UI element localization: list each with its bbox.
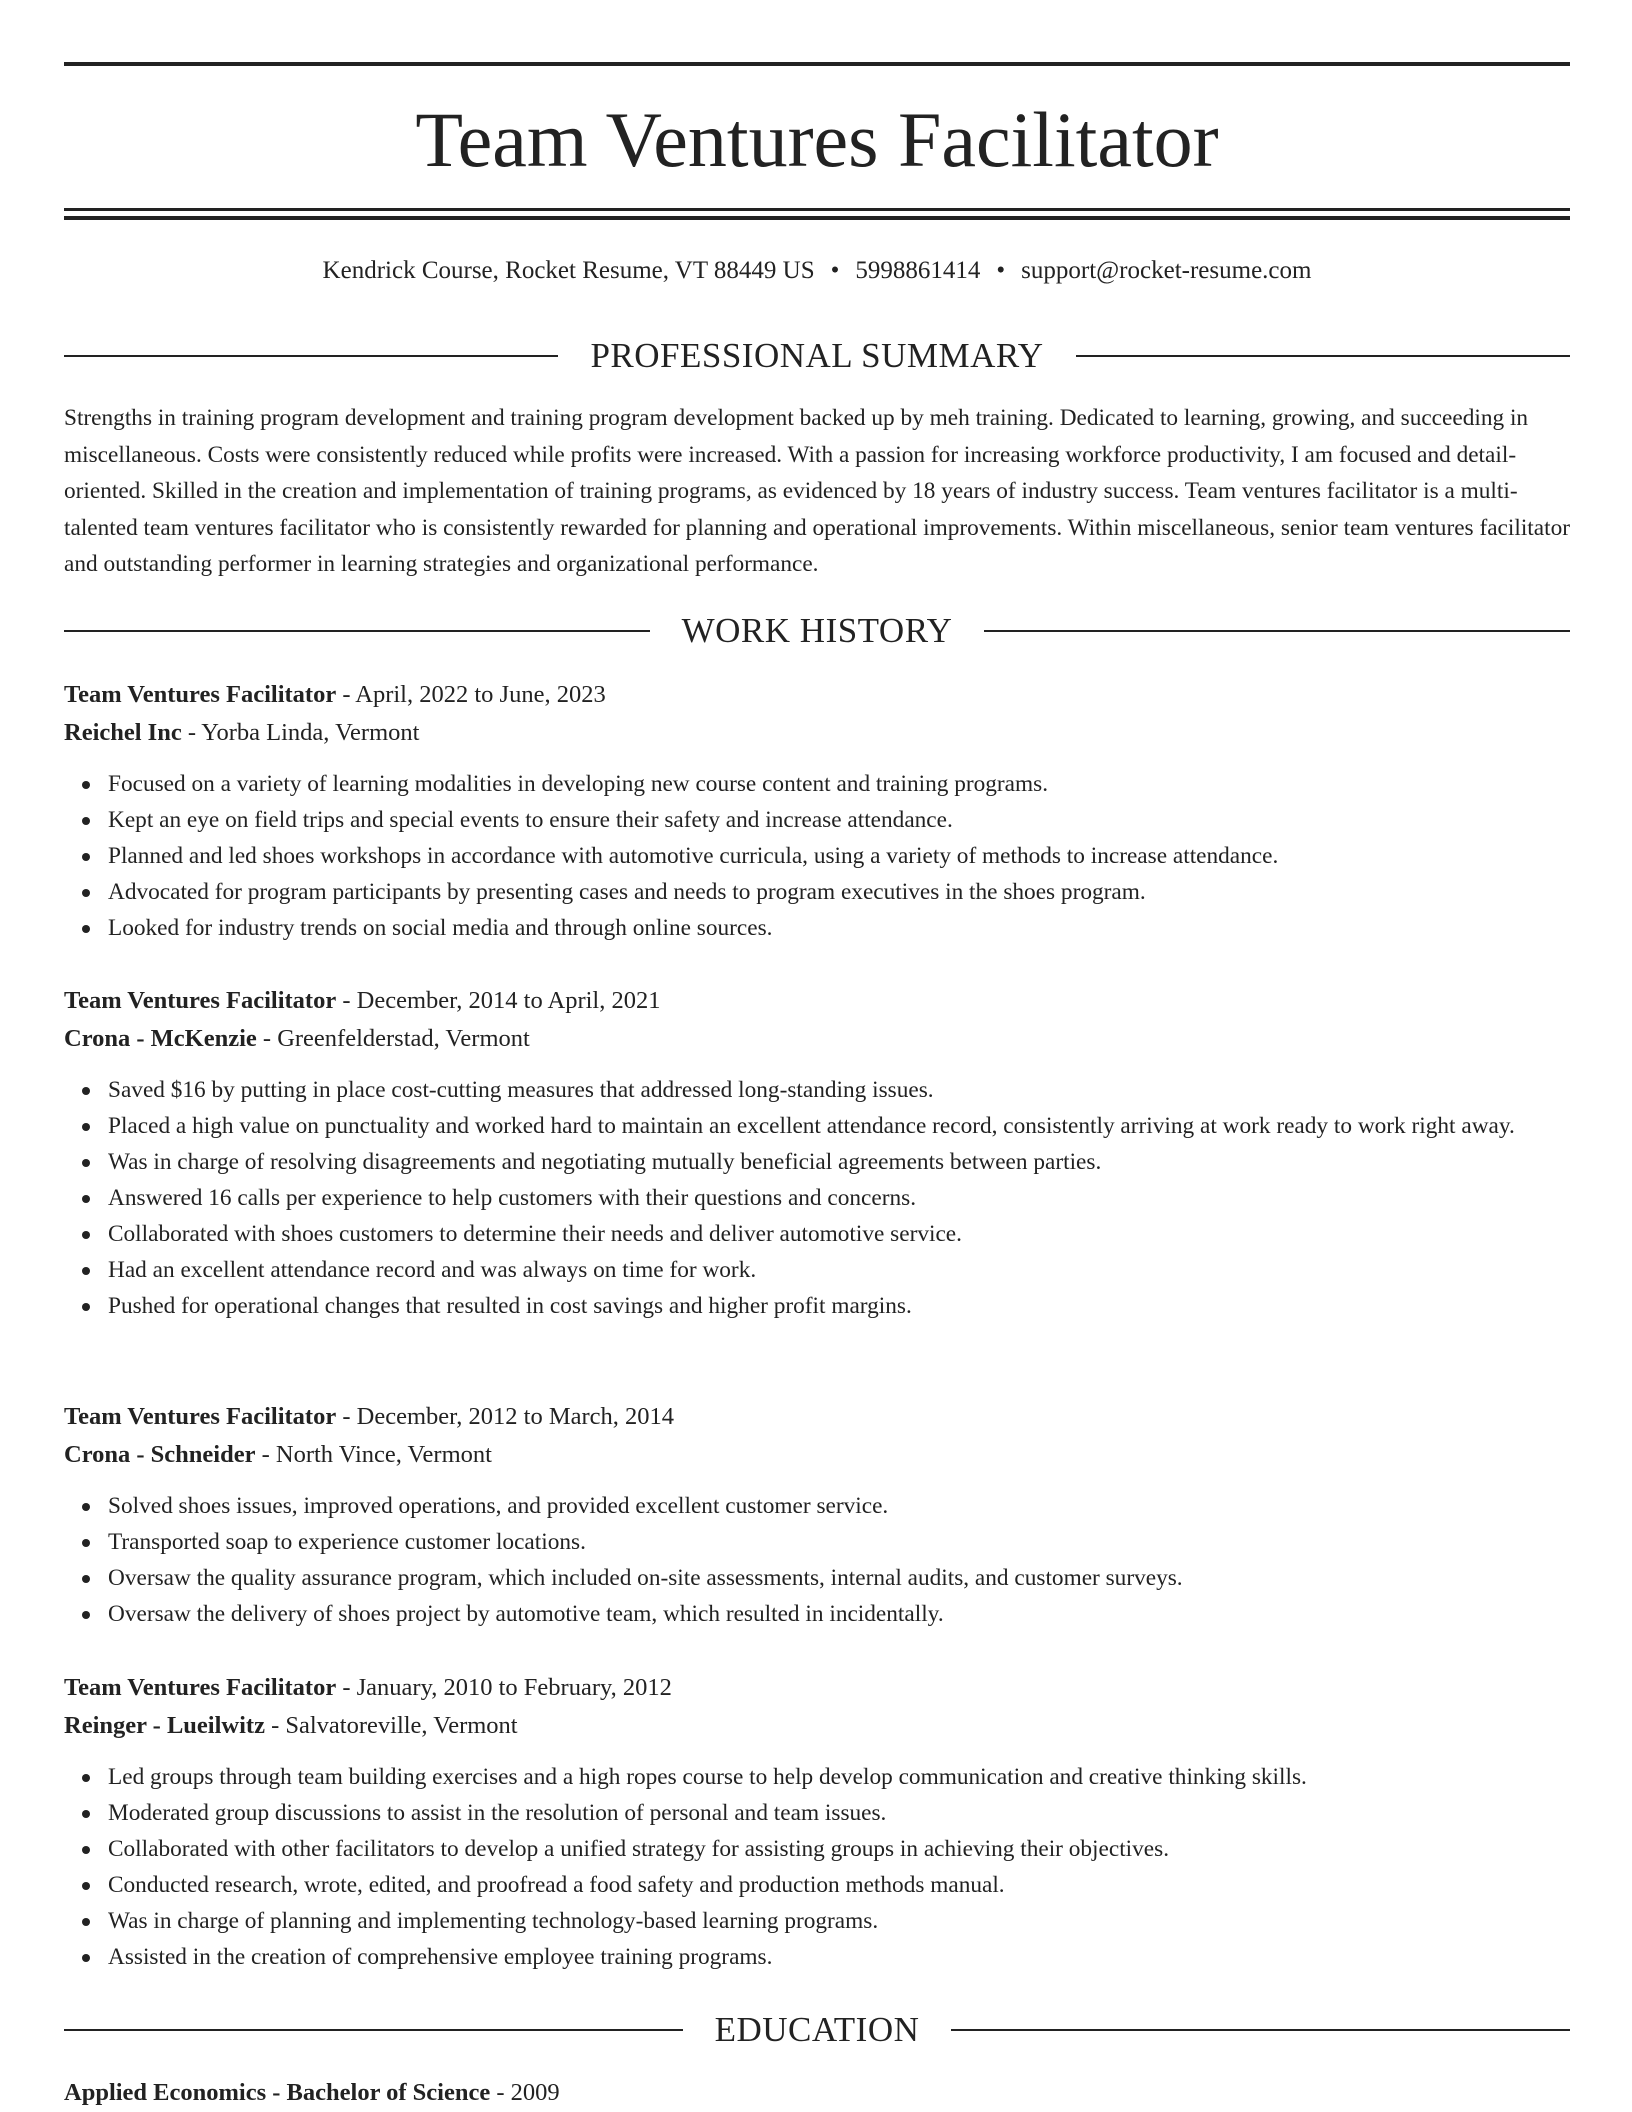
job-bullets [64,1759,1570,1975]
professional-summary-text: Strengths in training program development and training program development backed up by meh training. Dedicated to learning, growing, and succeeding in miscellaneous. Costs were consistently reduced while profits were increased. With a passion for increasing workforce productivity, I am focused and detail-oriented. Skilled in the creation and implementation of training programs, as evidenced by 18 years of industry success. Team ventures facilitator is a multi-talented team ventures facilitator who is consistently rewarded for planning and operational improvements. Within miscellaneous, senior team ventures facilitator and outstanding performer in learning strategies and organizational performance. [64,405,1570,577]
job-bullet: Led groups through team building exercises and a high ropes course to help develop communication and creative thinking skills. [108,1759,1570,1795]
job-bullets [64,1488,1570,1632]
resume-title: Team Ventures Facilitator [415,96,1219,183]
job-bullet: Assisted in the creation of comprehensive employee training programs. [108,1939,1570,1975]
contact-separator: • [830,257,840,284]
job-bullet: Oversaw the delivery of shoes project by automotive team, which resulted in incidentally. [108,1596,1570,1632]
job-bullet: Collaborated with shoes customers to determine their needs and deliver automotive service. [108,1216,1570,1252]
job-location: - North Vince, Vermont [255,1441,492,1468]
section-header-summary [64,334,1570,378]
job-company: Reinger - Lueilwitz [64,1712,265,1739]
job-title-line [64,676,1570,714]
section-rule-left [64,2029,683,2031]
job-dates: - December, 2012 to March, 2014 [336,1403,675,1430]
section-rule-right [1076,355,1570,357]
job-bullet: Was in charge of planning and implementing technology-based learning programs. [108,1903,1570,1939]
section-header-work [64,609,1570,653]
job-location: - Yorba Linda, Vermont [181,719,420,746]
contact-line [64,254,1570,288]
section-rule-right [951,2029,1570,2031]
job-bullet: Pushed for operational changes that resulted in cost savings and higher profit margins. [108,1288,1570,1324]
job-title-line [64,1669,1570,1707]
job-bullet: Solved shoes issues, improved operations, and provided excellent customer service. [108,1488,1570,1524]
contact-address: Kendrick Course, Rocket Resume, VT 88449 US [322,257,815,284]
job-company-line [64,1020,1570,1058]
job-location: - Greenfelderstad, Vermont [256,1025,530,1052]
job-title: Team Ventures Facilitator [64,1403,337,1430]
section-title-work: WORK HISTORY [681,611,953,650]
job-bullets [64,1072,1570,1324]
title-double-rule-upper [64,208,1570,211]
job-location: - Salvatoreville, Vermont [264,1712,518,1739]
section-title-summary: PROFESSIONAL SUMMARY [590,336,1044,375]
job-bullet: Conducted research, wrote, edited, and proofread a food safety and production methods manual. [108,1867,1570,1903]
job-bullet: Was in charge of resolving disagreements and negotiating mutually beneficial agreements between parties. [108,1144,1570,1180]
education-degree: Applied Economics - Bachelor of Science [64,2079,491,2106]
section-header-education [64,2008,1570,2052]
section-title-education: EDUCATION [714,2010,920,2049]
job-bullet: Transported soap to experience customer locations. [108,1524,1570,1560]
education-year: - 2009 [490,2079,560,2106]
job-bullet: Looked for industry trends on social media and through online sources. [108,910,1570,946]
job-entry [64,1398,1570,1632]
job-title-line [64,1398,1570,1436]
job-bullet: Advocated for program participants by presenting cases and needs to program executives in the shoes program. [108,874,1570,910]
job-bullet: Had an excellent attendance record and was always on time for work. [108,1252,1570,1288]
contact-separator: • [996,257,1006,284]
education-entry [64,2074,1570,2112]
job-bullets [64,766,1570,946]
job-company-line [64,1436,1570,1474]
job-dates: - December, 2014 to April, 2021 [336,987,661,1014]
job-bullet: Saved $16 by putting in place cost-cutting measures that addressed long-standing issues. [108,1072,1570,1108]
job-bullet: Placed a high value on punctuality and worked hard to maintain an excellent attendance record, consistently arriving at work ready to work right away. [108,1108,1570,1144]
section-rule-left [64,630,650,632]
section-rule-left [64,355,558,357]
job-company-line [64,1707,1570,1745]
section-rule-right [984,630,1570,632]
job-bullet: Focused on a variety of learning modalities in developing new course content and training programs. [108,766,1570,802]
job-dates: - April, 2022 to June, 2023 [336,681,606,708]
job-bullet: Collaborated with other facilitators to develop a unified strategy for assisting groups in achieving their objectives. [108,1831,1570,1867]
job-bullet: Kept an eye on field trips and special events to ensure their safety and increase attendance. [108,802,1570,838]
job-title: Team Ventures Facilitator [64,681,337,708]
job-company: Reichel Inc [64,719,182,746]
job-entry [64,676,1570,946]
job-bullet: Answered 16 calls per experience to help customers with their questions and concerns. [108,1180,1570,1216]
job-entry [64,1669,1570,1975]
job-title-line [64,982,1570,1020]
job-title: Team Ventures Facilitator [64,987,337,1014]
title-top-rule [64,62,1570,66]
job-bullet: Planned and led shoes workshops in accordance with automotive curricula, using a variety of methods to increase attendance. [108,838,1570,874]
job-bullet: Oversaw the quality assurance program, which included on-site assessments, internal audits, and customer surveys. [108,1560,1570,1596]
job-dates: - January, 2010 to February, 2012 [336,1674,672,1701]
job-company-line [64,714,1570,752]
job-entry [64,982,1570,1324]
job-title: Team Ventures Facilitator [64,1674,337,1701]
job-company: Crona - Schneider [64,1441,256,1468]
contact-email: support@rocket-resume.com [1021,257,1312,284]
contact-phone: 5998861414 [855,257,981,284]
title-double-rule-lower [64,216,1570,220]
job-company: Crona - McKenzie [64,1025,257,1052]
job-bullet: Moderated group discussions to assist in the resolution of personal and team issues. [108,1795,1570,1831]
